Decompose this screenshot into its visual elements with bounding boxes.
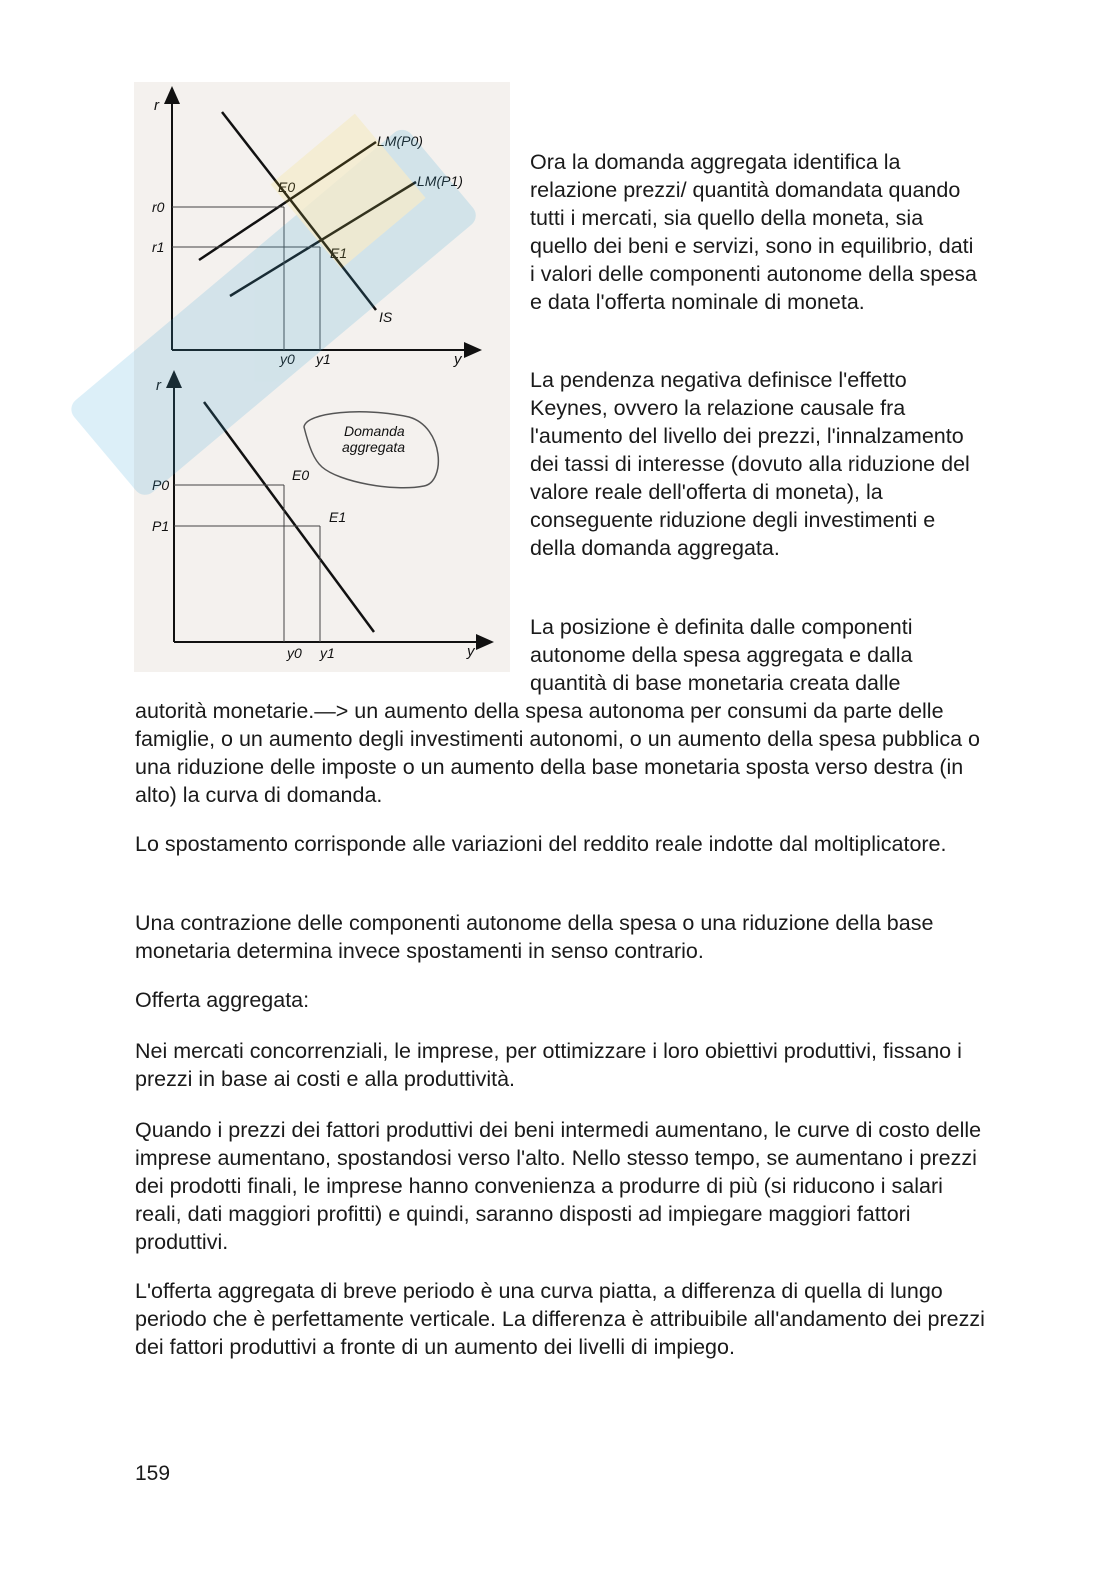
bottom-axis-x-label: y (467, 643, 475, 660)
callout-line1: Domanda (344, 423, 405, 439)
paragraph-3-full: autorità monetarie.—> un aumento della spesa autonoma per consumi da parte delle famiglie, o un aumento degli investimenti autonomi, o un aumento della spesa pubblica o una riduzione delle imposte o un aumento della base monetaria sposta verso destra (in alto) la curva di domanda. (135, 699, 980, 807)
paragraph-7: Nei mercati concorrenziali, le imprese, per ottimizzare i loro obiettivi produttivi, fissano i prezzi in base ai costi e alla produttività. (135, 1039, 962, 1091)
bottom-chart (152, 377, 486, 661)
top-chart (152, 94, 474, 368)
paragraph-6: Offerta aggregata: (135, 988, 310, 1012)
top-y1-tick: y1 (316, 351, 331, 367)
bottom-e0-label: E0 (292, 467, 310, 483)
is-lm-ad-figure (134, 82, 510, 672)
top-e0-label: E0 (278, 179, 296, 195)
top-e1-label: E1 (330, 245, 348, 261)
paragraph-5: Una contrazione delle componenti autonome della spesa o una riduzione della base monetaria determina invece spostamenti in senso contrario. (135, 911, 934, 963)
bottom-y1-tick: y1 (320, 645, 335, 661)
lm-p1-label: LM(P1) (417, 173, 463, 189)
p0-tick: P0 (152, 477, 170, 493)
lm-p1-curve (230, 182, 416, 296)
paragraph-4: Lo spostamento corrisponde alle variazioni del reddito reale indotte dal moltiplicatore. (135, 832, 947, 856)
r1-tick: r1 (152, 239, 165, 255)
top-axis-y-label: r (154, 97, 159, 114)
paragraph-8: Quando i prezzi dei fattori produttivi dei beni intermedi aumentano, le curve di costo delle imprese aumentano, spostandosi verso l'alto. Nello stesso tempo, se aumentano i prezzi dei prodotti finali, le imprese hanno convenienza a produrre di più (si riducono i salari reali, dati maggiori profitti) e quindi, saranno disposti ad impiegare maggiori fattori produttivi. (135, 1118, 982, 1254)
bottom-axis-y-label: r (156, 377, 161, 394)
paragraph-9: L'offerta aggregata di breve periodo è una curva piatta, a differenza di quella di lungo periodo che è perfettamente verticale. La differenza è attribuibile all'andamento dei prezzi dei fattori produttivi a fronte di un aumento dei livelli di impiego. (135, 1279, 985, 1359)
r0-tick: r0 (152, 199, 165, 215)
paragraph-1: Ora la domanda aggregata identifica la relazione prezzi/ quantità domandata quando tutti i mercati, sia quello della moneta, sia quello dei beni e servizi, sono in equilibrio, dati i valori delle componenti autonome della spesa e data l'offerta nominale di moneta. (530, 150, 977, 314)
is-curve (222, 112, 376, 310)
callout-line2: aggregata (342, 439, 406, 455)
p1-tick: P1 (152, 518, 170, 534)
is-label: IS (379, 309, 393, 325)
paragraph-2: La pendenza negativa definisce l'effetto Keynes, ovvero la relazione causale fra l'aumento del livello dei prezzi, l'innalzamento dei tassi di interesse (dovuto alla riduzione del valore reale dell'offerta di moneta), la conseguente riduzione degli investimenti e della domanda aggregata. (530, 368, 970, 560)
top-y0-tick: y0 (280, 351, 295, 367)
paragraph-3-side: La posizione è definita dalle componenti autonome della spesa aggregata e dalla quantità di base monetaria creata dalle (530, 615, 913, 695)
lm-p0-curve (199, 142, 376, 260)
lm-p0-label: LM(P0) (377, 133, 423, 149)
page-number: 159 (135, 1462, 171, 1485)
bottom-y0-tick: y0 (287, 645, 302, 661)
figure-svg (134, 82, 510, 672)
bottom-e1-label: E1 (329, 509, 347, 525)
top-axis-x-label: y (454, 351, 462, 368)
